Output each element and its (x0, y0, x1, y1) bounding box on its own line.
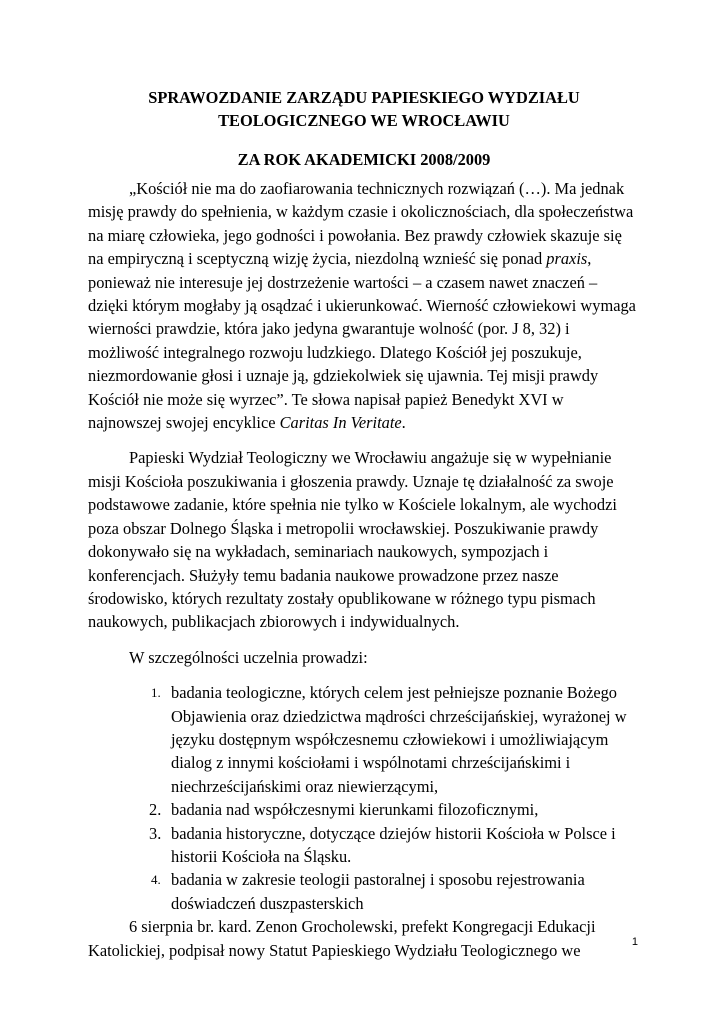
list-number: 3. (149, 823, 162, 843)
list-number: 1. (151, 685, 161, 701)
italic-encyclical-title: Caritas In Veritate (279, 413, 402, 433)
research-list (88, 681, 640, 915)
list-number: 4. (151, 872, 161, 888)
title-line-2: TEOLOGICZNEGO WE WROCŁAWIU (218, 111, 510, 130)
list-text: badania historyczne, dotyczące dziejów historii Kościoła w Polsce i historii Kościoła na Śląsku. (171, 823, 616, 866)
title-line-1: SPRAWOZDANIE ZARZĄDU PAPIESKIEGO WYDZIAŁU (148, 88, 580, 107)
italic-praxis: praxis (546, 249, 588, 269)
paragraph-intro-list: W szczególności uczelnia prowadzi: (129, 647, 368, 667)
list-text: badania nad współczesnymi kierunkami filozoficznymi, (171, 800, 539, 820)
paragraph-quote-start: „Kościół nie ma do zaofiarowania technicznych rozwiązań (…). Ma jednak misję prawdy do spełnienia, w każdym czasie i okolicznościach, dla społeczeństwa na miarę człowieka, jego godności i powołania. Bez prawdy człowiek skazuje się na empiryczną i sceptyczną wizję życia, niezdolną wznieść się ponad (88, 179, 634, 269)
document-title (88, 86, 640, 132)
document-page (88, 86, 640, 962)
paragraph-quote (88, 177, 640, 434)
list-text: badania w zakresie teologii pastoralnej i sposobu rejestrowania doświadczeń duszpasterskich (171, 870, 585, 913)
document-subtitle: ZA ROK AKADEMICKI 2008/2009 (237, 150, 491, 169)
list-item (88, 822, 640, 869)
paragraph-quote-end: . (401, 413, 406, 433)
list-item (88, 681, 640, 798)
paragraph-mission: Papieski Wydział Teologiczny we Wrocławiu angażuje się w wypełnianie misji Kościoła poszukiwania i głoszenia prawdy. Uznaje tę działalność za swoje podstawowe zadanie, które spełnia nie tylko w Kościele lokalnym, ale wychodzi poza obszar Dolnego Śląska i metropolii wrocławskiej. Poszukiwanie prawdy dokonywało się na wykładach, seminariach naukowych, sympozjach i konferencjach. Służyły temu badania naukowe prowadzone przez nasze środowisko, których rezultaty zostały opublikowane w różnego typu pismach naukowych, publikacjach zbiorowych i indywidualnych. (88, 448, 617, 632)
page-number: 1 (631, 936, 638, 948)
list-item (88, 868, 640, 915)
list-number: 2. (149, 800, 162, 820)
list-item (88, 798, 640, 821)
paragraph-quote-middle: , ponieważ nie interesuje jej dostrzeżenie wartości – a czasem nawet znaczeń – dzięki którym mogłaby ją osądzać i ukierunkować. Wierność człowiekowi wymaga wierności prawdzie, która jako jedyna gwarantuje wolność (por. J 8, 32) i możliwość integralnego rozwoju ludzkiego. Dlatego Kościół jej poszukuje, niezmordowanie głosi i uznaje ją, gdziekolwiek się ujawnia. Tej misji prawdy Kościół nie może się wyrzec”. Te słowa napisał papież Benedykt XVI w najnowszej swojej encyklice (88, 249, 636, 433)
paragraph-statute: 6 sierpnia br. kard. Zenon Grocholewski, prefekt Kongregacji Edukacji Katolickiej, podpisał nowy Statut Papieskiego Wydziału Teologicznego we (88, 917, 596, 960)
list-text: badania teologiczne, których celem jest pełniejsze poznanie Bożego Objawienia oraz dziedzictwa mądrości chrześcijańskiej, wyrażonej w języku dostępnym współczesnemu człowiekowi i umożliwiającym dialog z innymi kościołami i wspólnotami chrześcijańskimi i niechrześcijańskimi oraz niewierzącymi, (171, 683, 627, 796)
